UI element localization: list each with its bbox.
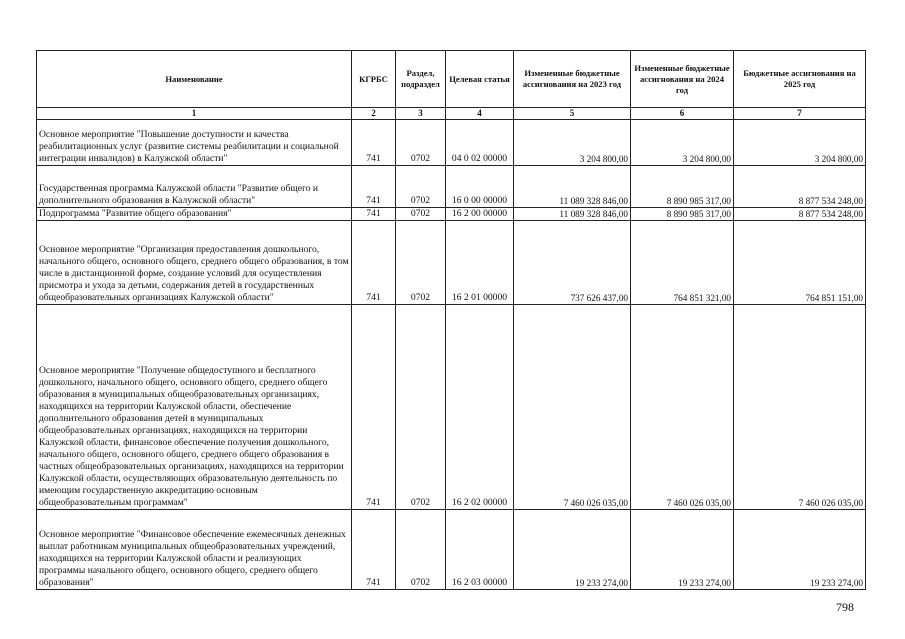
column-number: 2 — [352, 108, 396, 120]
row-section: 0702 — [396, 166, 446, 208]
header-row — [37, 51, 866, 108]
column-number: 1 — [37, 108, 352, 120]
table-row — [37, 120, 866, 166]
table-row — [37, 305, 866, 510]
row-kgrbs: 741 — [352, 166, 396, 208]
row-target: 16 0 00 00000 — [446, 166, 514, 208]
header-kgrbs: КГРБС — [352, 51, 396, 108]
row-target: 16 2 02 00000 — [446, 305, 514, 510]
row-amount-2024: 3 204 800,00 — [631, 120, 734, 166]
row-amount-2025: 19 233 274,00 — [734, 510, 866, 590]
row-section: 0702 — [396, 221, 446, 305]
row-target: 16 2 01 00000 — [446, 221, 514, 305]
budget-table — [36, 50, 866, 590]
column-number: 4 — [446, 108, 514, 120]
row-section: 0702 — [396, 510, 446, 590]
row-amount-2023: 3 204 800,00 — [514, 120, 631, 166]
row-amount-2024: 8 890 985 317,00 — [631, 166, 734, 208]
row-name: Подпрограмма "Развитие общего образования" — [37, 208, 352, 221]
row-kgrbs: 741 — [352, 221, 396, 305]
row-target: 04 0 02 00000 — [446, 120, 514, 166]
column-number: 6 — [631, 108, 734, 120]
row-amount-2024: 7 460 026 035,00 — [631, 305, 734, 510]
row-kgrbs: 741 — [352, 208, 396, 221]
row-amount-2023: 737 626 437,00 — [514, 221, 631, 305]
row-name: Основное мероприятие "Финансовое обеспечение ежемесячных денежных выплат работникам муниципальных общеобразовательных учреждений, находящихся на территории Калужской области и реализующих программы начального общего, основного общего, среднего общего образования" — [37, 510, 352, 590]
row-amount-2025: 3 204 800,00 — [734, 120, 866, 166]
row-amount-2025: 8 877 534 248,00 — [734, 166, 866, 208]
row-amount-2025: 7 460 026 035,00 — [734, 305, 866, 510]
column-number-row — [37, 108, 866, 120]
page-number: 798 — [836, 600, 854, 614]
column-number: 3 — [396, 108, 446, 120]
header-2024: Измененные бюджетные ассигнования на 2024 год — [631, 51, 734, 108]
header-name: Наименование — [37, 51, 352, 108]
row-amount-2023: 19 233 274,00 — [514, 510, 631, 590]
table-row — [37, 221, 866, 305]
row-amount-2025: 8 877 534 248,00 — [734, 208, 866, 221]
row-target: 16 2 00 00000 — [446, 208, 514, 221]
row-amount-2023: 11 089 328 846,00 — [514, 208, 631, 221]
table-row — [37, 166, 866, 208]
row-kgrbs: 741 — [352, 305, 396, 510]
header-2023: Измененные бюджетные ассигнования на 2023 год — [514, 51, 631, 108]
row-section: 0702 — [396, 305, 446, 510]
row-kgrbs: 741 — [352, 120, 396, 166]
row-amount-2024: 764 851 321,00 — [631, 221, 734, 305]
row-name: Основное мероприятие "Получение общедоступного и бесплатного дошкольного, начального общего, основного общего, среднего общего образования в муниципальных общеобразовательных организациях, находящихся на территории Калужской области, обеспечение дополнительного образования детей в муниципальных общеобразовательных организациях, находящихся на территории Калужской области, финансовое обеспечение получения дошкольного, начального общего, основного общего, среднего общего образования в частных общеобразовательных организациях, находящихся на территории Калужской области, осуществляющих образовательную деятельность по имеющим государственную аккредитацию основным общеобразовательным программам" — [37, 305, 352, 510]
row-target: 16 2 03 00000 — [446, 510, 514, 590]
row-amount-2025: 764 851 151,00 — [734, 221, 866, 305]
row-name: Государственная программа Калужской области "Развитие общего и дополнительного образования в Калужской области" — [37, 166, 352, 208]
column-number: 5 — [514, 108, 631, 120]
header-2025: Бюджетные ассигнования на 2025 год — [734, 51, 866, 108]
row-name: Основное мероприятие "Организация предоставления дошкольного, начального общего, основного общего, среднего общего образования, в том числе в дистанционной форме, создание условий для осуществления присмотра и ухода за детьми, содержания детей в государственных общеобразовательных организациях Калужской области" — [37, 221, 352, 305]
table-row — [37, 510, 866, 590]
row-amount-2023: 7 460 026 035,00 — [514, 305, 631, 510]
table-row — [37, 208, 866, 221]
row-amount-2023: 11 089 328 846,00 — [514, 166, 631, 208]
row-kgrbs: 741 — [352, 510, 396, 590]
row-amount-2024: 8 890 985 317,00 — [631, 208, 734, 221]
row-section: 0702 — [396, 120, 446, 166]
column-number: 7 — [734, 108, 866, 120]
header-target: Целевая статья — [446, 51, 514, 108]
header-section: Раздел, подраздел — [396, 51, 446, 108]
row-amount-2024: 19 233 274,00 — [631, 510, 734, 590]
row-section: 0702 — [396, 208, 446, 221]
row-name: Основное мероприятие "Повышение доступности и качества реабилитационных услуг (развитие системы реабилитации и социальной интеграции инвалидов) в Калужской области" — [37, 120, 352, 166]
